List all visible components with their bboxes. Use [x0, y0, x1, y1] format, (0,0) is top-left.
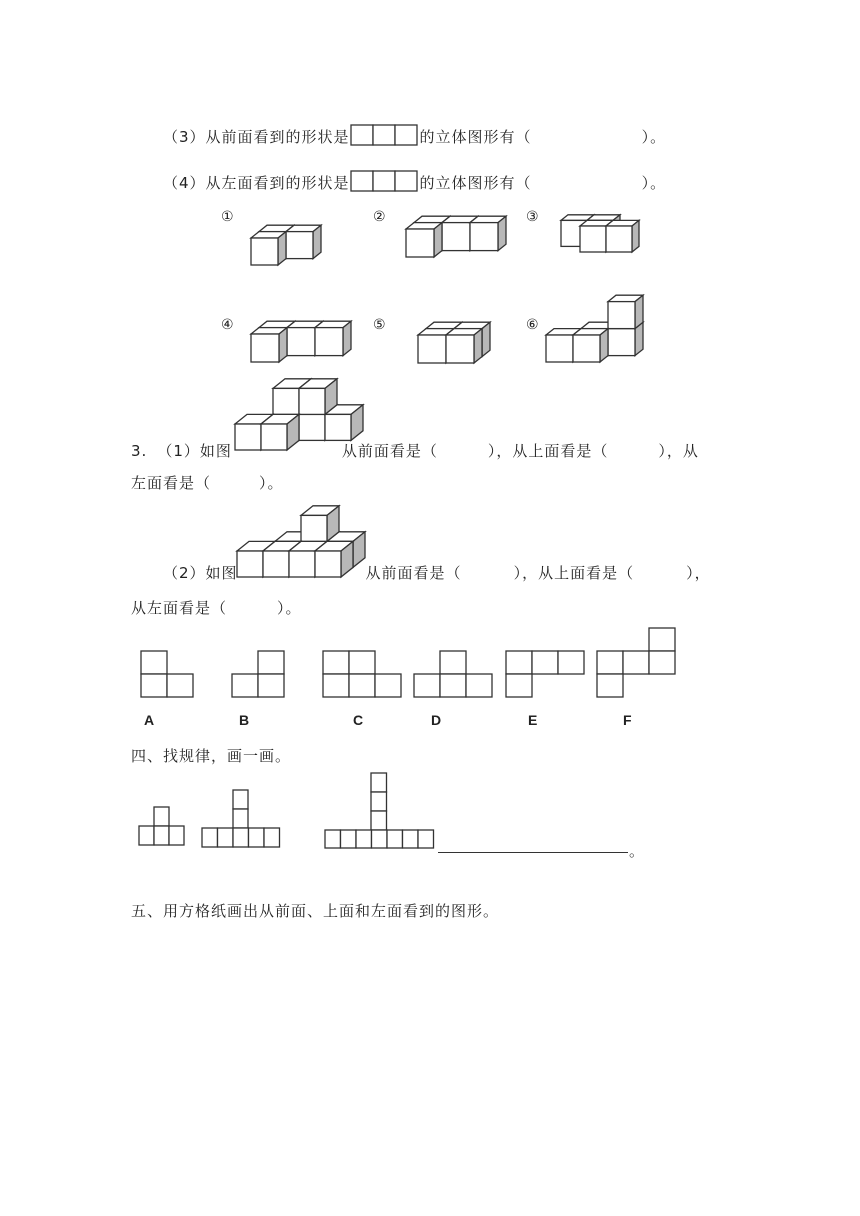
- option-shape-d: [413, 650, 497, 700]
- option-shape-f: [596, 627, 680, 701]
- figure-number-3: ③: [526, 209, 539, 225]
- question-3-1-line2: [131, 472, 284, 493]
- cube-figure-5: [417, 315, 497, 367]
- cube: [446, 329, 482, 363]
- q3-text-a: （3）从前面看到的形状是: [163, 128, 350, 146]
- cube: [608, 295, 643, 328]
- s3-2-text-a: （2）如图: [163, 564, 238, 582]
- question-3-2-line2: [131, 597, 302, 618]
- pattern-figure-2: [201, 789, 283, 849]
- s3-2-text-f: ）。: [277, 599, 302, 617]
- section-4-title: 四、找规律，画一画。: [131, 747, 292, 765]
- figure-number-5: ⑤: [373, 317, 386, 333]
- section-4-end-mark: 。: [629, 842, 646, 860]
- question-4: [163, 170, 666, 193]
- s3-2-text-e: 从左面看是（: [131, 599, 228, 617]
- cube: [606, 220, 639, 252]
- q4-text-b: 的立体图形有（: [419, 174, 532, 192]
- option-shape-e: [505, 650, 589, 700]
- option-label-b: B: [239, 712, 250, 728]
- option-label-a: A: [144, 712, 155, 728]
- question-3-1-line1: [131, 440, 699, 461]
- s3-1-text-f: ）。: [259, 474, 284, 492]
- s3-1-text-a: （1）如图: [157, 442, 232, 460]
- option-label-d: D: [431, 712, 442, 728]
- cube: [301, 506, 339, 542]
- figure-number-2: ②: [373, 209, 386, 225]
- s3-1-text-e: 左面看是（: [131, 474, 212, 492]
- option-label-f: F: [623, 712, 632, 728]
- cube-figure-3: [553, 200, 643, 255]
- section-5-title: 五、用方格纸画出从前面、上面和左面看到的图形。: [131, 902, 500, 920]
- q4-text-c: ）。: [641, 174, 667, 192]
- q4-text-a: （4）从左面看到的形状是: [163, 174, 350, 192]
- option-label-e: E: [528, 712, 538, 728]
- cube-figure-2: [405, 205, 505, 260]
- cube: [299, 379, 337, 415]
- s3-2-text-d: ），: [686, 564, 711, 582]
- cube-figure-1: [250, 205, 330, 270]
- three-square-row-icon: [350, 124, 420, 146]
- s3-1-text-c: ），从上面看是（: [487, 442, 609, 460]
- cube: [315, 321, 351, 355]
- figure-number-4: ④: [221, 317, 234, 333]
- s3-2-text-c: ），从上面看是（: [513, 564, 635, 582]
- q3-text-b: 的立体图形有（: [419, 128, 532, 146]
- cube-figure-6: [545, 300, 635, 365]
- question-3-2-line1: [163, 562, 711, 583]
- pattern-figure-3: [324, 772, 438, 850]
- question-3: [163, 124, 666, 147]
- s3-2-text-b: 从前面看是（: [365, 564, 462, 582]
- option-label-c: C: [353, 712, 364, 728]
- cube: [251, 232, 286, 265]
- three-square-row-icon: [350, 170, 420, 192]
- cube: [286, 225, 321, 258]
- s3-1-lead: 3.: [131, 442, 148, 460]
- figure-number-1: ①: [221, 209, 234, 225]
- figure-number-6: ⑥: [526, 317, 539, 333]
- q3-text-c: ）。: [641, 128, 667, 146]
- pattern-figure-1: [138, 806, 188, 848]
- option-shape-c: [322, 650, 406, 700]
- cube: [406, 223, 442, 257]
- s3-1-text-b: 从前面看是（: [341, 442, 438, 460]
- cube: [573, 329, 608, 362]
- section-4-answer-line[interactable]: [438, 852, 628, 853]
- option-shape-a: [140, 650, 196, 700]
- cube: [470, 216, 506, 250]
- cube-figure-4: [250, 310, 360, 365]
- cube: [251, 328, 287, 362]
- s3-1-text-d: ），从: [658, 442, 699, 460]
- option-shape-b: [231, 650, 287, 700]
